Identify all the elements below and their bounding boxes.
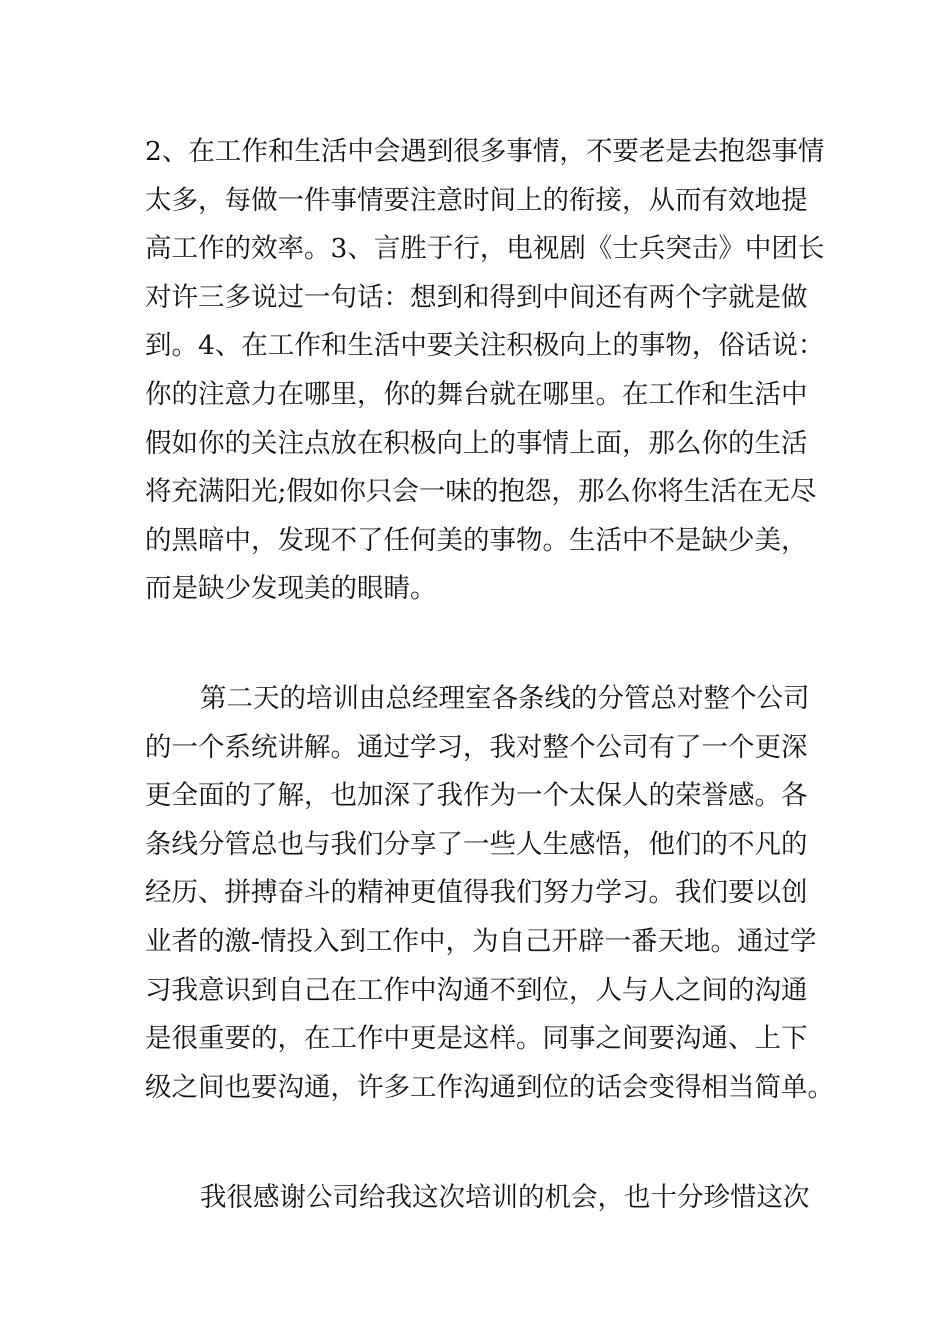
text-line: 对许三多说过一句话：想到和得到中间还有两个字就是做 (145, 281, 808, 313)
text-line: 太多，每做一件事情要注意时间上的衔接，从而有效地提 (145, 184, 808, 216)
text-line: 是很重要的，在工作中更是这样。同事之间要沟通、上下 (145, 1023, 808, 1055)
text-line: 第二天的培训由总经理室各条线的分管总对整个公司 (200, 683, 810, 714)
text-line: 的一个系统讲解。通过学习，我对整个公司有了一个更深 (145, 731, 808, 763)
text-line: 假如你的关注点放在积极向上的事情上面，那么你的生活 (145, 427, 808, 459)
text-line: 经历、拼搏奋斗的精神更值得我们努力学习。我们要以创 (145, 877, 808, 909)
text-line: 更全面的了解，也加深了我作为一个太保人的荣誉感。各 (145, 780, 808, 812)
text-line: 我很感谢公司给我这次培训的机会，也十分珍惜这次 (200, 1182, 810, 1213)
text-line: 你的注意力在哪里，你的舞台就在哪里。在工作和生活中 (145, 378, 808, 410)
text-line: 业者的激-情投入到工作中，为自己开辟一番天地。通过学 (145, 925, 817, 957)
text-line: 级之间也要沟通，许多工作沟通到位的话会变得相当简单。 (145, 1071, 834, 1103)
text-line: 而是缺少发现美的眼睛。 (145, 573, 437, 605)
paragraph-3 (145, 1174, 810, 1223)
text-line: 高工作的效率。3、言胜于行，电视剧《士兵突击》中团长 (145, 233, 825, 265)
text-line: 的黑暗中，发现不了任何美的事物。生活中不是缺少美， (145, 524, 808, 556)
text-line: 到。4、在工作和生活中要关注积极向上的事物，俗话说： (145, 330, 825, 362)
text-line: 条线分管总也与我们分享了一些人生感悟，他们的不凡的 (145, 828, 808, 860)
paragraph-2 (145, 675, 834, 1112)
text-line: 习我意识到自己在工作中沟通不到位，人与人之间的沟通 (145, 974, 808, 1006)
text-line: 将充满阳光;假如你只会一味的抱怨，那么你将生活在无尽 (145, 476, 817, 508)
paragraph-1 (145, 128, 825, 614)
text-line: 2、在工作和生活中会遇到很多事情，不要老是去抱怨事情 (145, 136, 825, 167)
